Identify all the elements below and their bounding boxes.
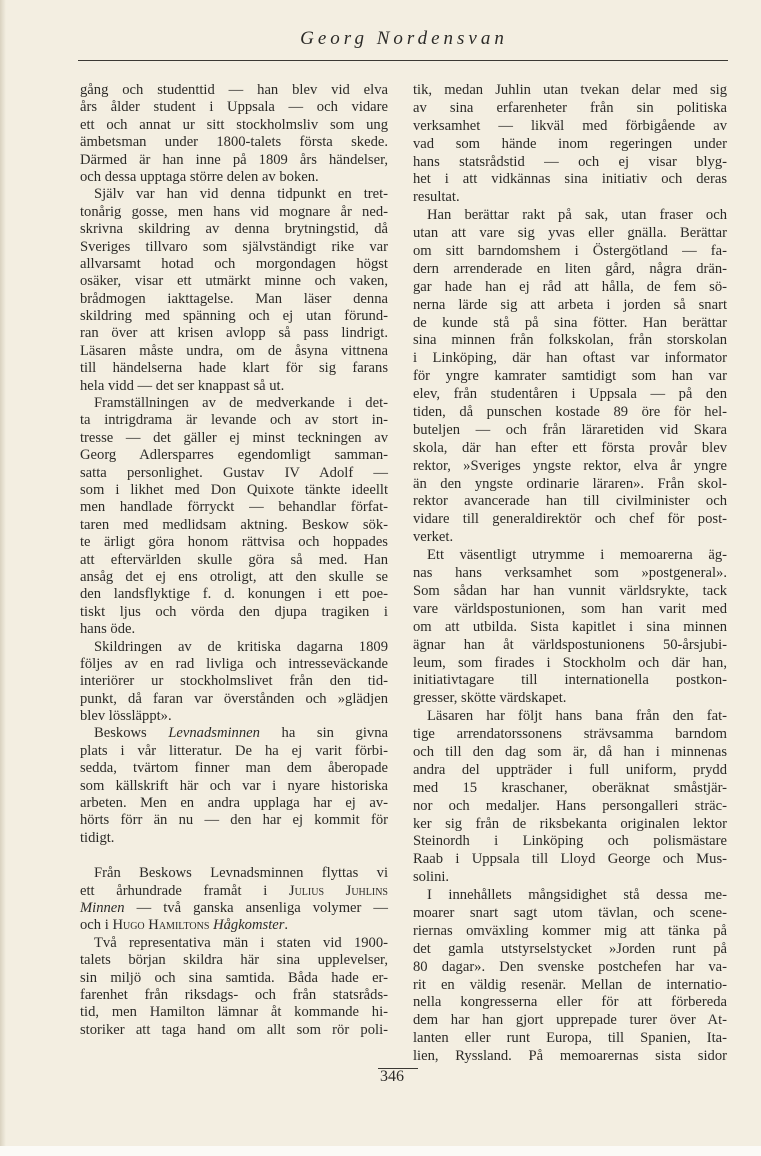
header-rule: [78, 60, 728, 61]
text-line: Raab i Uppsala till Lloyd George och Mus-: [413, 851, 727, 868]
text-line: Han berättar rakt på sak, utan fraser och: [427, 207, 727, 224]
text-line: [80, 900, 388, 917]
text-line: skola, där han efter ett första provår blev: [413, 439, 727, 456]
text-line: Framställningen av de medverkande i det-: [94, 395, 388, 412]
page-number: 346: [380, 1068, 404, 1085]
text-line: blev lössläppt».: [80, 708, 172, 725]
text-line: Som sådan har han vunnit världsrykte, tack: [413, 582, 727, 599]
text-line: vidare till generaldirektör och chef för post-: [413, 511, 727, 528]
text-line: leum, som firades i Stockholm och där han,: [413, 654, 727, 671]
text-line: allvarsamt hotad och morgondagen högst: [80, 255, 388, 272]
text-line: verksamhet — likväl med förbigående av: [413, 117, 727, 134]
text-line: Ett väsentligt utrymme i memoarerna äg-: [427, 547, 727, 564]
text-line: för yngre kamrater samtidigt som han var: [413, 368, 727, 385]
text-line: det gamla utstyrselstycket »Jorden runt på: [413, 940, 727, 957]
text-line: punkt, då faran var överstånden och »glädjen: [80, 690, 388, 707]
text-line: nor och medaljer. Hans persongalleri sträc-: [413, 797, 727, 814]
text-line: tidigt.: [80, 829, 115, 846]
text-line: satta personlighet. Gustav IV Adolf —: [80, 464, 388, 481]
text-line: brådmogen iakttagelse. Man läser denna: [80, 290, 388, 307]
text-line: rit en väldig resenär. Mellan de internatio-: [413, 976, 727, 993]
text-line: [80, 883, 388, 900]
text-line: av sina erfarenheter från sin politiska: [413, 99, 727, 116]
text-line: sin miljö och sina samtida. Båda hade er-: [80, 969, 388, 986]
text-line: tresse — det gäller ej minst teckningen av: [80, 429, 388, 446]
text-run: ett århundrade framåt i: [80, 882, 289, 899]
text-line: sedda, tvärtom finner man dem åberopade: [80, 760, 388, 777]
text-line: Därmed är han inne på 1809 års händelser,: [80, 151, 388, 168]
text-line: med 15 kraschaner, oberäknat småstjär-: [413, 779, 727, 796]
text-line: Två representativa män i staten vid 1900-: [94, 934, 388, 951]
section-break: [80, 847, 388, 865]
italic-title: Levnadsminnen: [168, 725, 260, 742]
text-line: den landsflyktige f. d. konungen i ett poe-: [80, 586, 388, 603]
text-line: rektor, »Sveriges yngste rektor, elva år yngre: [413, 457, 727, 474]
text-line: ansåg det ej ens otroligt, att den skulle se: [80, 568, 388, 585]
text-line: plats i vår litteratur. De ha ej varit förbi-: [80, 742, 388, 759]
paragraph: [80, 935, 388, 1039]
text-line: buteljen — och från läraretiden vid Skara: [413, 421, 727, 438]
text-line: ran över att krisen avlopp så pass lindrigt.: [80, 325, 388, 342]
text-line: hela vidd — det ser knappast så ut.: [80, 377, 285, 394]
text-line: nas hans verksamhet som »postgeneral».: [413, 565, 727, 582]
text-line: tige arrendatorssonens strävsamma barndom: [413, 726, 727, 743]
small-caps-name: Hugo Hamiltons: [112, 917, 210, 934]
text-line: Georg Adlersparres egendomligt samman-: [80, 447, 388, 464]
paragraph: [80, 639, 388, 726]
paragraph: [80, 725, 388, 847]
text-line: till händelserna hade klart för sig farans: [80, 360, 388, 377]
text-line: hans öde.: [80, 621, 136, 638]
text-line: te ärligt göra honom rättvisa och hoppades: [80, 534, 388, 551]
text-line: Själv var han vid denna tidpunkt en tret-: [94, 186, 388, 203]
text-line: utan att vare sig yvas eller gnälla. Berättar: [413, 225, 727, 242]
text-run: och i: [80, 917, 113, 934]
scan-bottom-margin: [0, 1146, 761, 1156]
text-line: skrivna skildring av denna brytningstid, då: [80, 221, 388, 238]
italic-title: Hågkomster: [213, 917, 285, 934]
text-line: vad som hände inom regeringen under: [413, 135, 727, 152]
text-line: Läsaren måste undra, om de åsyna vittnena: [80, 342, 388, 359]
text-line: dem har han gjort upprepade turer över At-: [413, 1012, 727, 1029]
text-line: och dessa upptaga större delen av boken.: [80, 168, 319, 185]
text-line: ta intrigdrama är levande och av stort in-: [80, 412, 388, 429]
text-line: ker sig från de riksbekanta originalen lektor: [413, 815, 727, 832]
text-line: osäker, visar ett utmärkt minne och vaken,: [80, 273, 388, 290]
text-run: .: [284, 917, 289, 934]
text-run: ha sin givna: [259, 725, 388, 742]
paragraph: [413, 82, 727, 207]
text-line: farenhet från riksdags- och från statsråds-: [80, 986, 388, 1003]
text-line: gång och studenttid — han blev vid elva: [80, 82, 388, 98]
paragraph: [413, 207, 727, 547]
text-line: Skildringen av de kritiska dagarna 1809: [94, 638, 388, 655]
text-line: tid, men Hamilton lämnar åt kommande hi-: [80, 1004, 388, 1021]
text-line: som i likhet med Don Quixote tänkte ideellt: [80, 481, 388, 498]
text-line: i Linköping, där han oftast var informator: [413, 350, 727, 367]
small-caps-name: Julius Juhlins: [288, 882, 388, 899]
text-run: Beskows: [94, 725, 169, 742]
text-line: men handlade förryckt — behandlar förfat-: [80, 499, 388, 516]
left-column: [80, 82, 388, 1039]
text-line: moarer snart sagt utom tävlan, och scene-: [413, 904, 727, 921]
text-line: skildring med spänning och ej utan förund-: [80, 308, 388, 325]
text-line: talets början skildra här sina upplevelser,: [80, 952, 388, 969]
text-line: ett och annat ur sitt stockholmsliv som ung: [80, 116, 388, 133]
text-line: års ålder student i Uppsala — och vidare: [80, 99, 388, 116]
text-line: het i att vidkännas sina initiativ och deras: [413, 171, 727, 188]
running-head: Georg Nordensvan: [300, 28, 508, 49]
text-line: elev, från studentåren i Uppsala — på den: [413, 386, 727, 403]
paragraph: [80, 395, 388, 638]
text-line: taren med medlidsam aktning. Beskow sök-: [80, 516, 388, 533]
text-line: nerna lärde sig att arbeta i jorden så snart: [413, 296, 727, 313]
text-line: som källskrift här och var i nyare historiska: [80, 777, 388, 794]
text-line: ägnar han åt världspostunionens 50-årsjubi-: [413, 636, 727, 653]
paragraph: [413, 887, 727, 1066]
text-line: tiskt ljus och vörda den djupa tragiken i: [80, 603, 388, 620]
text-line: dern arrenderade en liten gård, några drän-: [413, 260, 727, 277]
text-line: gar hade han ej råd att hålla, de fem sö-: [413, 278, 727, 295]
text-line: och till den dag som är, då han i minnenas: [413, 743, 727, 760]
text-line: Steinordh i Linköping och polismästare: [413, 833, 727, 850]
text-line: ämbetsman under 1800-talets första skede.: [80, 134, 388, 151]
text-line: Från Beskows Levnadsminnen flyttas vi: [94, 865, 388, 882]
text-line: tonårig gosse, men hans vid mognare år ned-: [80, 203, 388, 220]
text-line: andra del uppträder i full uniform, prydd: [413, 761, 727, 778]
text-line: gresser, skötte värdskapet.: [413, 690, 567, 707]
text-line: nella kongresserna eller för att förbereda: [413, 994, 727, 1011]
text-line: än den yngste ordinarie läraren». Från skol-: [413, 475, 727, 492]
text-line: sina minnen från folkskolan, från storskolan: [413, 332, 727, 349]
paragraph: [80, 865, 388, 935]
text-line: solini.: [413, 869, 450, 886]
text-line: följes av en rad livliga och intresseväckande: [80, 655, 388, 672]
text-line: Läsaren har följt hans bana från den fat-: [427, 708, 727, 725]
text-run: — två ganska ansenliga volymer —: [124, 899, 388, 916]
text-line: I innehållets mångsidighet stå dessa me-: [427, 887, 727, 904]
paragraph: [413, 708, 727, 887]
page-edge-shadow: [0, 0, 6, 1156]
text-line: om att utbilda. Sista kapitlet i sina minnen: [413, 618, 727, 635]
text-line: rektor avancerade han till civilminister och: [413, 493, 727, 510]
text-line: hörts förr än nu — den har ej kommit för: [80, 812, 388, 829]
right-column: [413, 82, 727, 1066]
paragraph: [413, 547, 727, 708]
text-line: riernas omväxling kommer mig att tänka på: [413, 922, 727, 939]
text-line: 80 dagar». Den svenske postchefen har va-: [413, 958, 727, 975]
text-line: lanten eller runt Europa, till Spanien, Ita-: [413, 1030, 727, 1047]
text-line: verket.: [413, 529, 454, 546]
text-line: [80, 917, 388, 934]
paragraph: [80, 82, 388, 186]
text-line: vare världspostunionen, som han varit med: [413, 600, 727, 617]
text-line: initiativtagare till internationella postkon-: [413, 672, 727, 689]
text-line: de kunde stå på sina fötter. Han berättar: [413, 314, 727, 331]
text-line: interiörer ur stockholmslivet från den tid-: [80, 673, 388, 690]
paragraph: [80, 186, 388, 395]
italic-title: Minnen: [80, 899, 125, 916]
text-line: tiden, då punschen kostade 89 öre för hel-: [413, 404, 727, 421]
text-line: storiker att taga hand om allt som rör poli-: [80, 1021, 388, 1038]
text-line: tik, medan Juhlin utan tvekan delar med sig: [413, 82, 727, 98]
text-line: att eftervärlden skulle göra så med. Han: [80, 551, 388, 568]
text-line: lien, Ryssland. På memoarernas sista sidor: [413, 1048, 727, 1065]
text-line: arbeten. Men en andra upplaga har ej av-: [80, 795, 388, 812]
text-line: [80, 725, 388, 742]
text-line: om sitt barndomshem i Östergötland — fa-: [413, 243, 727, 260]
text-line: resultat.: [413, 189, 460, 206]
text-line: hans statsrådstid — och ej visar blyg-: [413, 153, 727, 170]
text-line: Sveriges tillvaro som självständigt rike var: [80, 238, 388, 255]
